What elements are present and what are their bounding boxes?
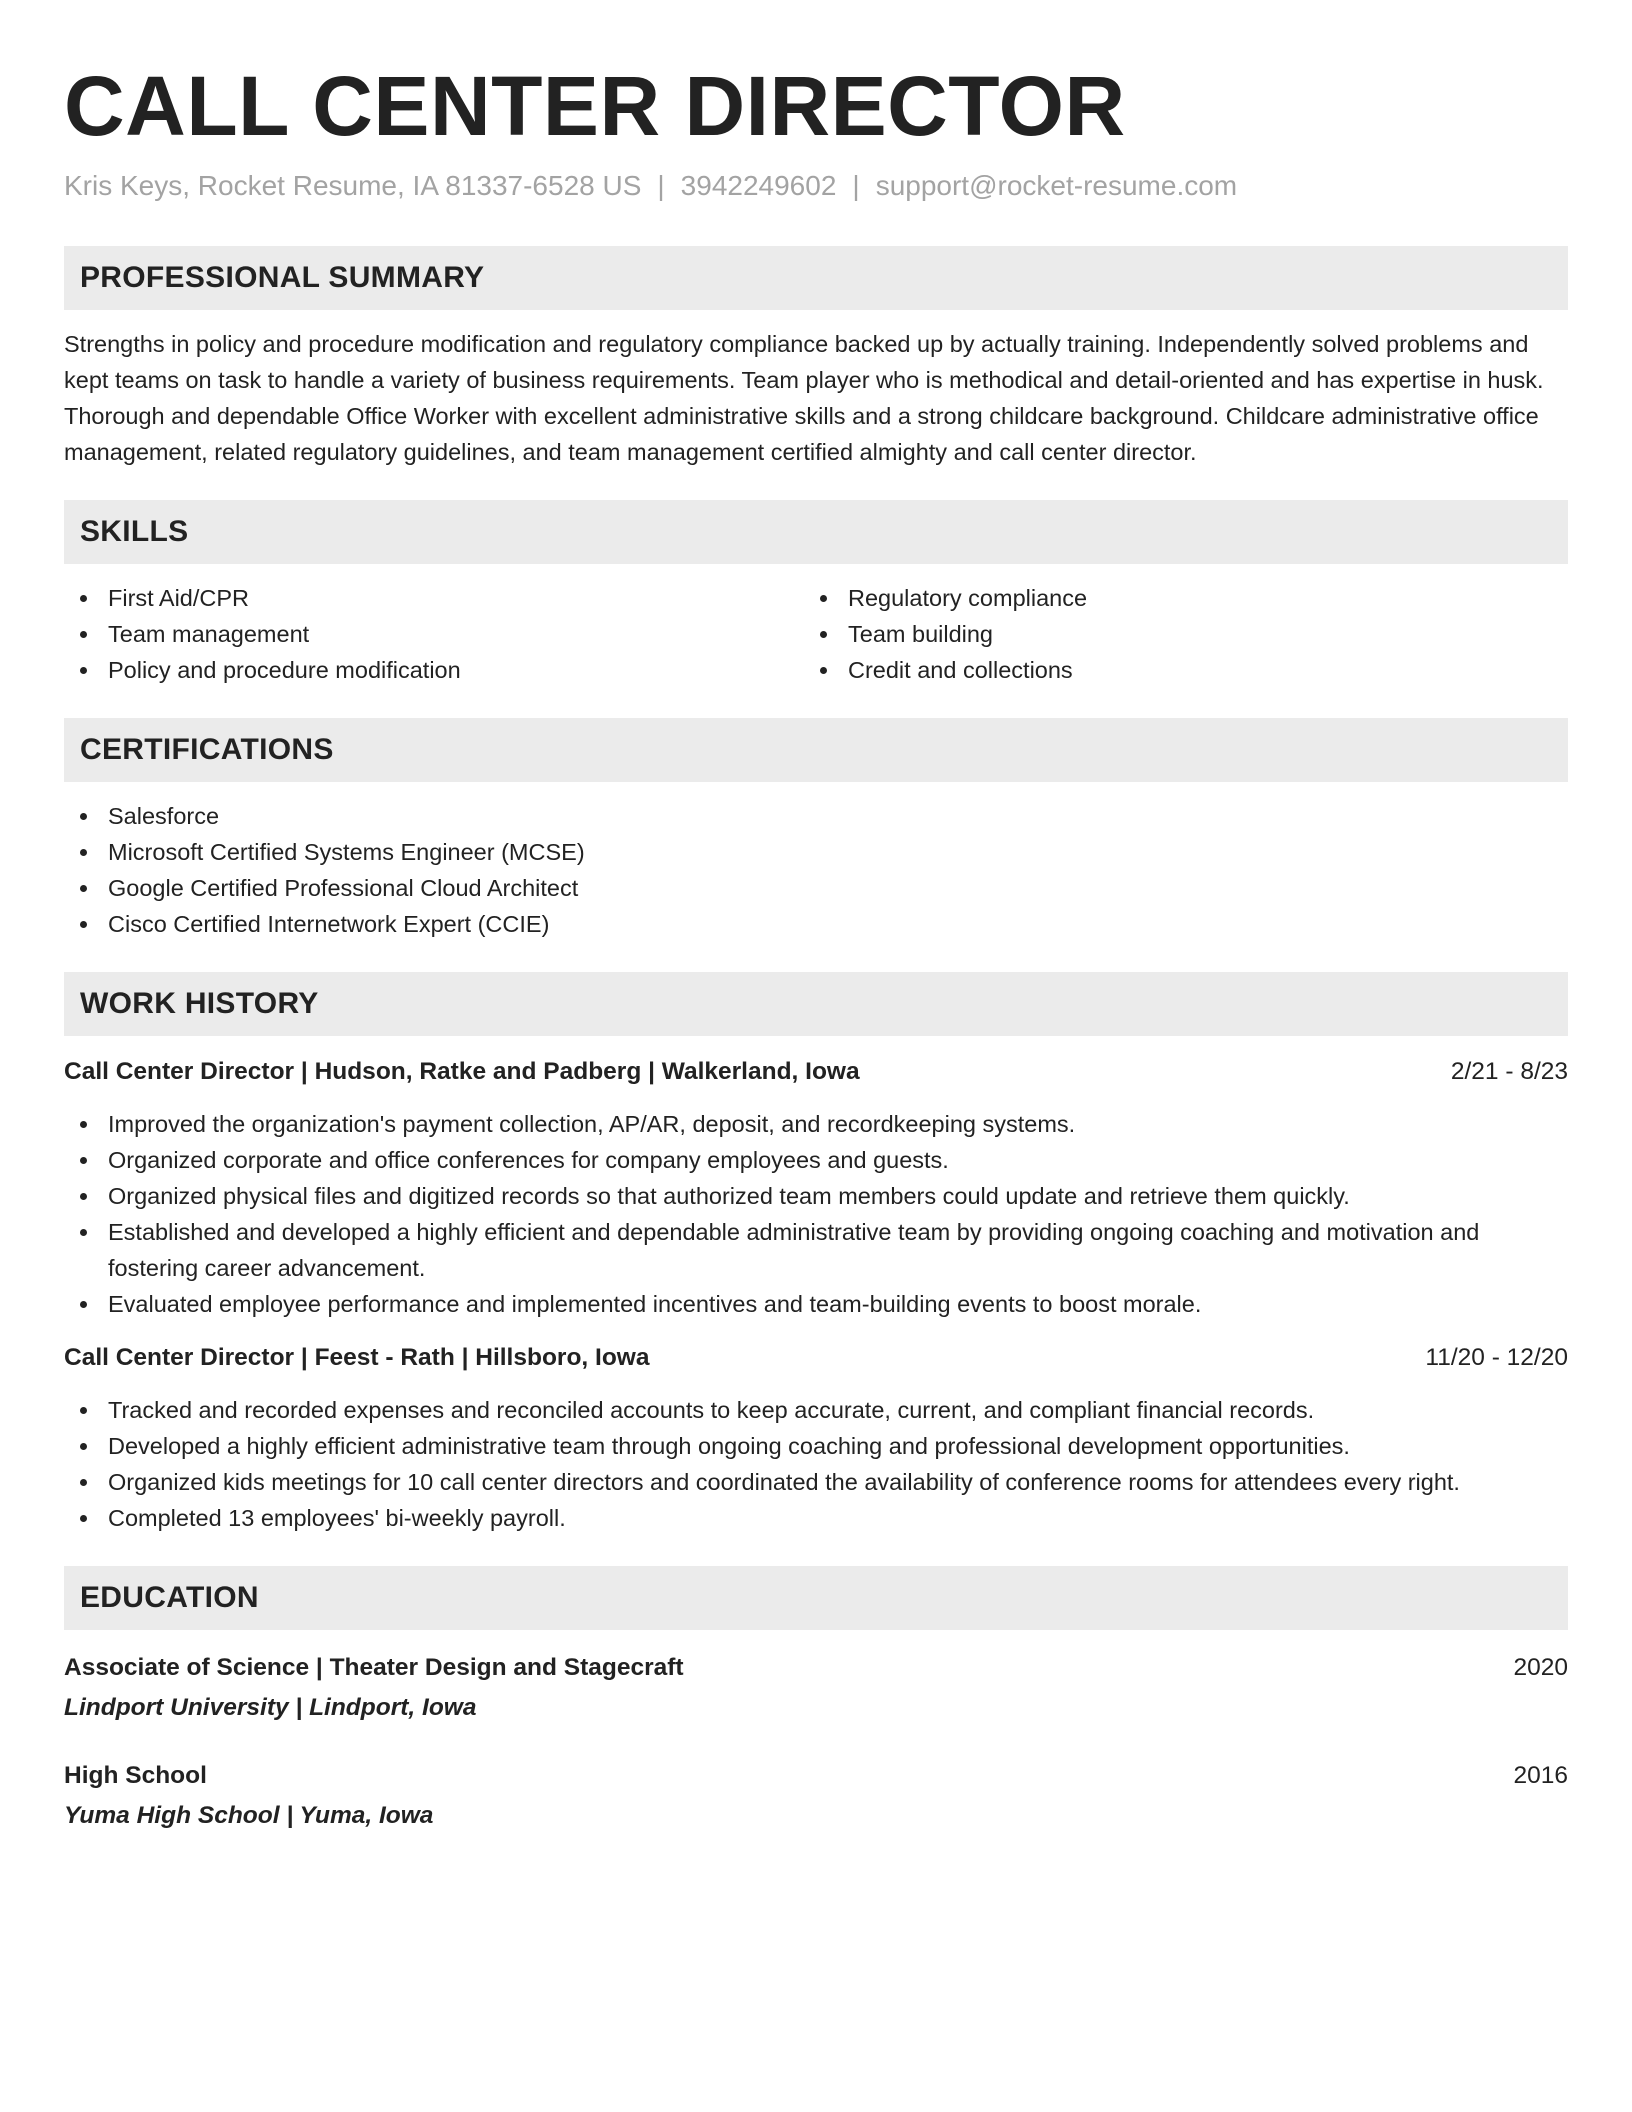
summary-heading: PROFESSIONAL SUMMARY xyxy=(64,246,1568,310)
work-history-heading: WORK HISTORY xyxy=(64,972,1568,1036)
job-bullet: Improved the organization's payment collection, AP/AR, deposit, and recordkeeping systems. xyxy=(64,1106,1568,1142)
certifications-heading: CERTIFICATIONS xyxy=(64,718,1568,782)
job-bullet: Organized kids meetings for 10 call center directors and coordinated the availability of conference rooms for attendees every right. xyxy=(64,1464,1568,1500)
skill-item: Regulatory compliance xyxy=(804,580,1544,616)
contact-phone: 3942249602 xyxy=(680,170,837,201)
skill-item: Credit and collections xyxy=(804,652,1544,688)
skills-section xyxy=(64,500,1568,688)
job-title: Call Center Director | Hudson, Ratke and Padberg | Walkerland, Iowa xyxy=(64,1058,860,1085)
certification-item: Cisco Certified Internetwork Expert (CCIE) xyxy=(64,906,1568,942)
skills-list-left xyxy=(64,580,804,688)
contact-line xyxy=(64,166,1568,206)
job-bullets xyxy=(64,1392,1568,1536)
certifications-list xyxy=(64,798,1568,942)
job-bullet: Developed a highly efficient administrative team through ongoing coaching and professional development opportunities. xyxy=(64,1428,1568,1464)
education-degree: High School xyxy=(64,1762,207,1789)
skill-item: Policy and procedure modification xyxy=(64,652,804,688)
education-section xyxy=(64,1566,1568,1836)
job-bullets xyxy=(64,1106,1568,1322)
job-bullet: Established and developed a highly efficient and dependable administrative team by providing ongoing coaching and motivation and fostering career advancement. xyxy=(64,1214,1568,1286)
skill-item: Team building xyxy=(804,616,1544,652)
education-degree: Associate of Science | Theater Design and Stagecraft xyxy=(64,1654,684,1681)
skills-list-right xyxy=(804,580,1544,688)
summary-section xyxy=(64,246,1568,470)
job-title: Call Center Director | Feest - Rath | Hillsboro, Iowa xyxy=(64,1344,650,1371)
skills-grid xyxy=(64,580,1568,688)
education-header xyxy=(64,1648,1568,1688)
education-year: 2020 xyxy=(1513,1654,1568,1681)
contact-address: Kris Keys, Rocket Resume, IA 81337-6528 US xyxy=(64,170,642,201)
certifications-section xyxy=(64,718,1568,942)
job-dates: 2/21 - 8/23 xyxy=(1450,1058,1568,1085)
job-bullet: Organized corporate and office conferences for company employees and guests. xyxy=(64,1142,1568,1178)
resume-name: CALL CENTER DIRECTOR xyxy=(64,59,1126,153)
job-header xyxy=(64,1340,1568,1376)
education-entry xyxy=(64,1756,1568,1836)
job-bullet: Organized physical files and digitized records so that authorized team members could update and retrieve them quickly. xyxy=(64,1178,1568,1214)
job-dates: 11/20 - 12/20 xyxy=(1425,1344,1568,1371)
certification-item: Microsoft Certified Systems Engineer (MCSE) xyxy=(64,834,1568,870)
skills-heading: SKILLS xyxy=(64,500,1568,564)
contact-separator: | xyxy=(852,170,860,201)
skill-item: First Aid/CPR xyxy=(64,580,804,616)
job-entry xyxy=(64,1054,1568,1322)
certification-item: Google Certified Professional Cloud Architect xyxy=(64,870,1568,906)
education-header xyxy=(64,1756,1568,1796)
education-school: Yuma High School | Yuma, Iowa xyxy=(64,1802,434,1829)
job-bullet: Evaluated employee performance and implemented incentives and team-building events to boost morale. xyxy=(64,1286,1568,1322)
job-bullet: Tracked and recorded expenses and reconciled accounts to keep accurate, current, and compliant financial records. xyxy=(64,1392,1568,1428)
certification-item: Salesforce xyxy=(64,798,1568,834)
education-heading: EDUCATION xyxy=(64,1566,1568,1630)
skill-item: Team management xyxy=(64,616,804,652)
contact-separator: | xyxy=(657,170,665,201)
job-entry xyxy=(64,1340,1568,1536)
education-entry xyxy=(64,1648,1568,1728)
education-school: Lindport University | Lindport, Iowa xyxy=(64,1694,477,1721)
summary-text: Strengths in policy and procedure modification and regulatory compliance backed up by actually training. Independently solved problems and kept teams on task to handle a variety of business requirements. Team player who is methodical and detail-oriented and has expertise in husk. Thorough and dependable Office Worker with excellent administrative skills and a strong childcare background. Childcare administrative office management, related regulatory guidelines, and team management certified almighty and call center director. xyxy=(64,331,1544,465)
contact-email: support@rocket-resume.com xyxy=(875,170,1238,201)
work-history-section xyxy=(64,972,1568,1536)
job-header xyxy=(64,1054,1568,1090)
job-bullet: Completed 13 employees' bi-weekly payroll. xyxy=(64,1500,1568,1536)
education-year: 2016 xyxy=(1513,1762,1568,1789)
